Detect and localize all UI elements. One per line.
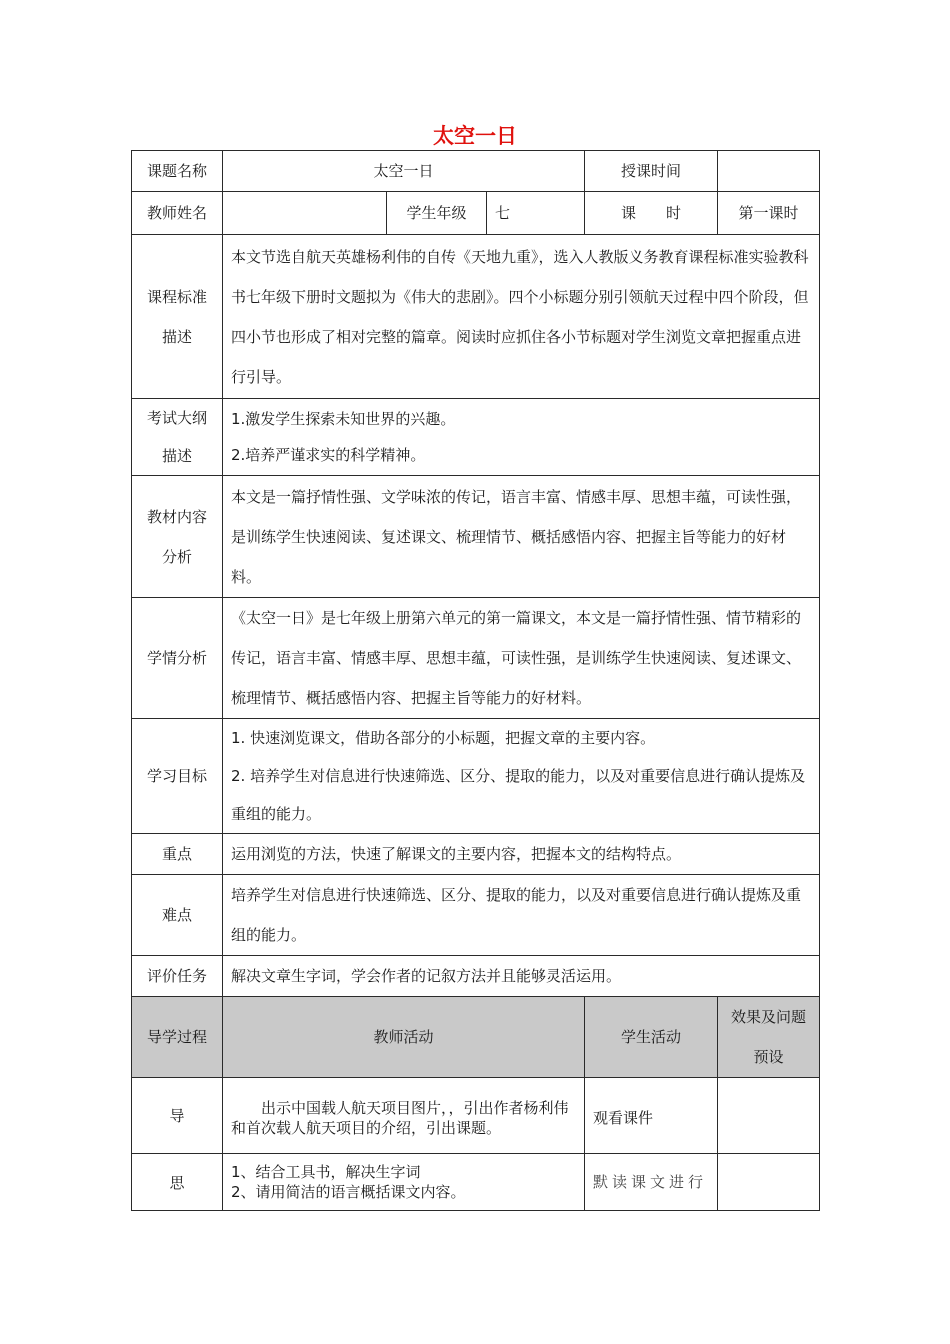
step-teacher-guide: 出示中国载人航天项目图片，，引出作者杨利伟和首次载人航天项目的介绍，引出课题。 — [223, 1078, 585, 1154]
student-activity-header: 学生活动 — [585, 997, 718, 1078]
material-label — [132, 476, 223, 598]
time-value — [718, 151, 820, 192]
material-label-b: 分析 — [161, 547, 192, 566]
step-effect-think — [718, 1154, 820, 1211]
step-name-think: 思 — [132, 1154, 223, 1211]
period-label: 课 时 — [585, 192, 718, 235]
exam-text — [223, 399, 820, 476]
teacher-row — [132, 192, 820, 235]
step-effect-guide — [718, 1078, 820, 1154]
teacher-label: 教师姓名 — [132, 192, 223, 235]
standard-label-b: 描述 — [161, 327, 192, 346]
effect-header-b: 预设 — [753, 1048, 784, 1066]
exam-row — [132, 399, 820, 476]
evaluation-label: 评价任务 — [132, 956, 223, 997]
material-text: 本文是一篇抒情性强、文学味浓的传记，语言丰富、情感丰厚、思想丰蕴，可读性强，是训练学生快速阅读、复述课文、梳理情节、概括感悟内容、把握主旨等能力的好材料。 — [223, 476, 820, 598]
topic-label: 课题名称 — [132, 151, 223, 192]
standard-label — [132, 235, 223, 399]
lesson-plan-table — [131, 150, 820, 1211]
goals-line-2: 2. 培养学生对信息进行快速筛选、区分、提取的能力，以及对重要信息进行确认提炼及重组的能力。 — [231, 767, 806, 823]
goals-line-1: 1. 快速浏览课文，借助各部分的小标题，把握文章的主要内容。 — [231, 729, 656, 747]
exam-label-a: 考试大纲 — [146, 409, 207, 427]
process-row-think — [132, 1154, 820, 1211]
difficulty-row — [132, 875, 820, 956]
time-label: 授课时间 — [585, 151, 718, 192]
exam-line-2: 2.培养严谨求实的科学精神。 — [231, 446, 426, 464]
difficulty-text: 培养学生对信息进行快速筛选、区分、提取的能力，以及对重要信息进行确认提炼及重组的能力。 — [223, 875, 820, 956]
student-label: 学情分析 — [132, 598, 223, 719]
standard-text: 本文节选自航天英雄杨利伟的自传《天地九重》，选入人教版义务教育课程标准实验教科书七年级下册时文题拟为《伟大的悲剧》。四个小标题分别引领航天过程中四个阶段，但四小节也形成了相对完整的篇章。阅读时应抓住各小节标题对学生浏览文章把握重点进行引导。 — [223, 235, 820, 399]
evaluation-row — [132, 956, 820, 997]
student-text: 《太空一日》是七年级上册第六单元的第一篇课文，本文是一篇抒情性强、情节精彩的传记，语言丰富、情感丰厚、思想丰蕴，可读性强，是训练学生快速阅读、复述课文、梳理情节、概括感悟内容、把握主旨等能力的好材料。 — [223, 598, 820, 719]
key-text: 运用浏览的方法，快速了解课文的主要内容，把握本文的结构特点。 — [223, 834, 820, 875]
material-row — [132, 476, 820, 598]
effect-header — [718, 997, 820, 1078]
key-label: 重点 — [132, 834, 223, 875]
step-teacher-think — [223, 1154, 585, 1211]
student-row — [132, 598, 820, 719]
topic-row — [132, 151, 820, 192]
step-name-guide: 导 — [132, 1078, 223, 1154]
think-line-2: 2、请用简洁的语言概括课文内容。 — [231, 1183, 466, 1201]
page-title: 太空一日 — [433, 124, 517, 148]
exam-label-b: 描述 — [161, 447, 192, 465]
topic-value: 太空一日 — [223, 151, 585, 192]
evaluation-text: 解决文章生字词，学会作者的记叙方法并且能够灵活运用。 — [223, 956, 820, 997]
think-line-1: 1、结合工具书，解决生字词 — [231, 1163, 421, 1181]
teacher-activity-header: 教师活动 — [223, 997, 585, 1078]
grade-value: 七 — [487, 192, 585, 235]
grade-label: 学生年级 — [387, 192, 487, 235]
step-student-think: 默读课文进行 — [585, 1154, 718, 1211]
standard-row — [132, 235, 820, 399]
process-header-row — [132, 997, 820, 1078]
process-row-guide — [132, 1078, 820, 1154]
teacher-value — [223, 192, 387, 235]
goals-label: 学习目标 — [132, 719, 223, 834]
period-value: 第一课时 — [718, 192, 820, 235]
standard-label-a: 课程标准 — [146, 287, 207, 306]
goals-text — [223, 719, 820, 834]
step-student-guide: 观看课件 — [585, 1078, 718, 1154]
effect-header-a: 效果及问题 — [730, 1008, 806, 1026]
key-row — [132, 834, 820, 875]
exam-line-1: 1.激发学生探索未知世界的兴趣。 — [231, 410, 456, 428]
goals-row — [132, 719, 820, 834]
exam-label — [132, 399, 223, 476]
material-label-a: 教材内容 — [146, 507, 207, 526]
difficulty-label: 难点 — [132, 875, 223, 956]
process-header: 导学过程 — [132, 997, 223, 1078]
